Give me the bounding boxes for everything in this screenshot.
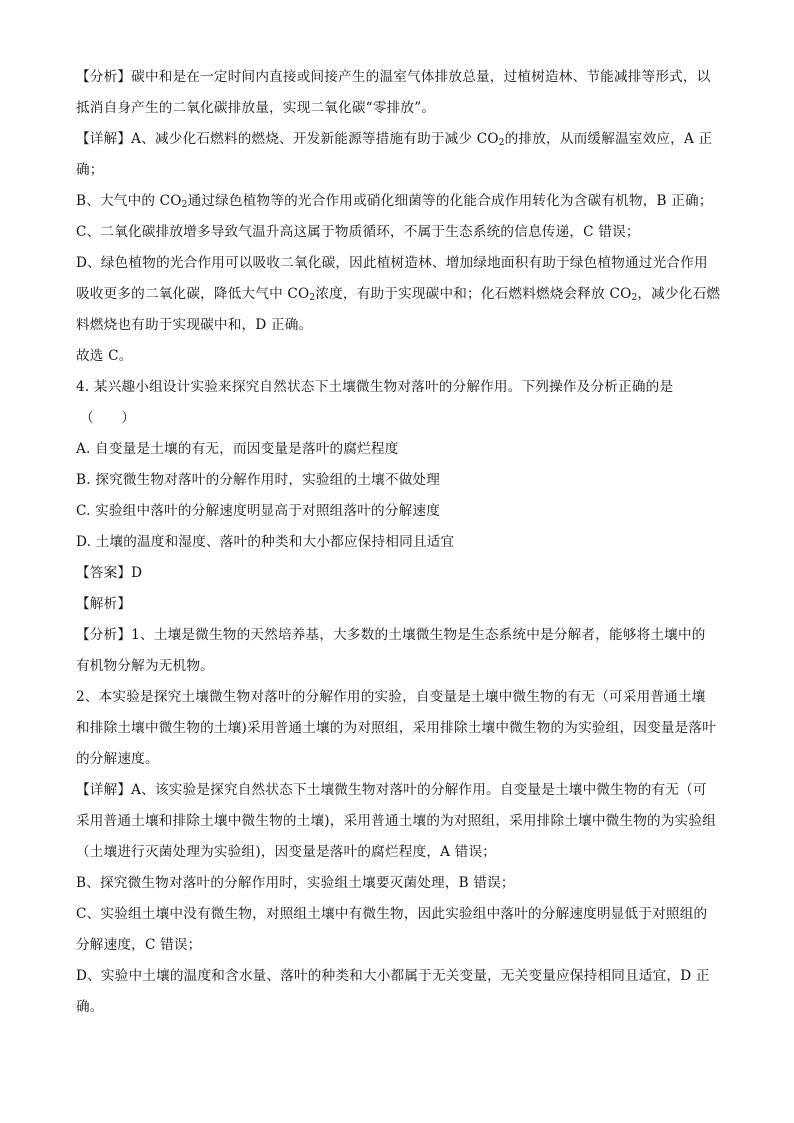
text-line: 确。 bbox=[76, 999, 104, 1015]
text-line: C、实验组土壤中没有微生物，对照组土壤中有微生物，因此实验组中落叶的分解速度明显低于对照组的 bbox=[76, 906, 708, 922]
option-list bbox=[76, 434, 726, 558]
paragraph-detail-d bbox=[76, 248, 726, 341]
detail-paragraph-b bbox=[76, 868, 726, 899]
document-body bbox=[76, 62, 726, 1023]
question-text: 某兴趣小组设计实验来探究自然状态下土壤微生物对落叶的分解作用。下列操作及分析正确的是 bbox=[93, 379, 674, 395]
text-line: 确； bbox=[76, 162, 104, 178]
text-line: C、二氧化碳排放增多导致气温升高这属于物质循环，不属于生态系统的信息传递，C 错误； bbox=[76, 224, 640, 240]
text-line: 【详解】A、减少化石燃料的燃烧、开发新能源等措施有助于减少 $CO_2$的排放，从而缓解温室效应，A 正 bbox=[76, 131, 713, 148]
text-line: B、大气中的 $CO_2$通过绿色植物等的光合作用或硝化细菌等的化能合成作用转化为含碳有机物，B 正确； bbox=[76, 193, 713, 210]
detail-paragraph-c bbox=[76, 899, 726, 961]
text-line: B、探究微生物对落叶的分解作用时，实验组土壤要灭菌处理，B 错误； bbox=[76, 875, 515, 891]
option-b: B. 探究微生物对落叶的分解作用时，实验组的土壤不做处理 bbox=[76, 472, 441, 488]
question-blank: （ ） bbox=[80, 410, 136, 426]
answer-label: 【答案】D bbox=[76, 565, 143, 581]
text-line: 采用普通土壤和排除土壤中微生物的土壤)，采用普通土壤的为对照组，采用排除土壤中微生物的为实验组 bbox=[76, 813, 717, 829]
text-line: （土壤进行灭菌处理为实验组)，因变量是落叶的腐烂程度，A 错误； bbox=[76, 844, 497, 860]
question-stem-line bbox=[76, 372, 726, 403]
paragraph-detail-c bbox=[76, 217, 726, 248]
analysis-paragraph-1 bbox=[76, 620, 726, 682]
paragraph-detail-b bbox=[76, 186, 726, 217]
text-line: 和排除土壤中微生物的土壤)采用普通土壤的为对照组，采用排除土壤中微生物的为实验组，因变量是落叶 bbox=[76, 720, 717, 736]
text-line: 分解速度，C 错误； bbox=[76, 937, 202, 953]
paragraph-conclusion bbox=[76, 341, 726, 372]
text-line: D、绿色植物的光合作用可以吸收二氧化碳，因此植树造林、增加绿地面积有助于绿色植物通过光合作用 bbox=[76, 255, 708, 271]
text-line: 故选 C。 bbox=[76, 348, 133, 364]
paragraph-detail-a bbox=[76, 124, 726, 186]
analysis-heading bbox=[76, 589, 726, 620]
analysis-paragraph-2 bbox=[76, 682, 726, 775]
text-line: 【分析】1、土壤是微生物的天然培养基，大多数的土壤微生物是生态系统中是分解者，能够将土壤中的 bbox=[76, 627, 706, 643]
text-line: 吸收更多的二氧化碳，降低大气中 $CO_2$浓度，有助于实现碳中和；化石燃料燃烧会释放 $CO_2$，减少化石燃 bbox=[76, 286, 721, 303]
text-line: 有机物分解为无机物。 bbox=[76, 658, 214, 674]
question-number: 4. bbox=[76, 379, 90, 395]
analysis-label: 【解析】 bbox=[76, 596, 132, 612]
text-line: 的分解速度。 bbox=[76, 751, 159, 767]
text-line: D、实验中土壤的温度和含水量、落叶的种类和大小都属于无关变量，无关变量应保持相同且适宜，D 正 bbox=[76, 968, 710, 984]
option-a: A. 自变量是土壤的有无，而因变量是落叶的腐烂程度 bbox=[76, 441, 399, 457]
text-line: 料燃烧也有助于实现碳中和，D 正确。 bbox=[76, 317, 313, 333]
detail-paragraph-a bbox=[76, 775, 726, 868]
paragraph-analysis-q3 bbox=[76, 62, 726, 124]
option-d: D. 土壤的温度和湿度、落叶的种类和大小都应保持相同且适宜 bbox=[76, 534, 455, 550]
text-line: 【分析】碳中和是在一定时间内直接或间接产生的温室气体排放总量，过植树造林、节能减排等形式，以 bbox=[76, 69, 711, 85]
answer-line bbox=[76, 558, 726, 589]
question-stem bbox=[76, 372, 726, 434]
detail-paragraph-d bbox=[76, 961, 726, 1023]
text-line: 2、本实验是探究土壤微生物对落叶的分解作用的实验，自变量是土壤中微生物的有无（可采用普通土壤 bbox=[76, 689, 706, 705]
option-c: C. 实验组中落叶的分解速度明显高于对照组落叶的分解速度 bbox=[76, 503, 441, 519]
text-line: 抵消自身产生的二氧化碳排放量，实现二氧化碳“零排放”。 bbox=[76, 100, 436, 116]
text-line: 【详解】A、该实验是探究自然状态下土壤微生物对落叶的分解作用。自变量是土壤中微生物的有无（可 bbox=[76, 782, 707, 798]
